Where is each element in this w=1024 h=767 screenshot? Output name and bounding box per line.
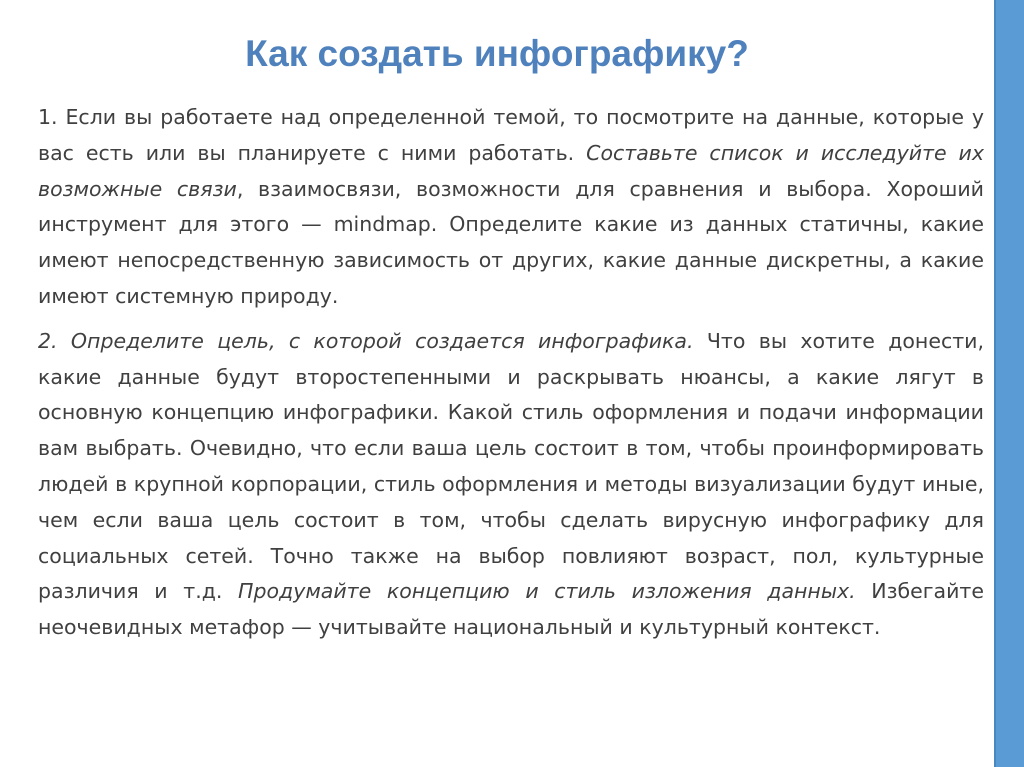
paragraph-1-emphasis: Составьте список и исследуйте их возможные связи [38, 140, 984, 201]
accent-side-bar [994, 0, 1024, 767]
paragraph-1-text-a: 1. Если вы работаете над определенной темой, то посмотрите на данные, которые у вас есть или вы планируете с ними работать. [38, 105, 984, 165]
paragraph-2-emphasis-lead: 2. Определите цель, с которой создается инфографика. [38, 328, 694, 353]
slide-title: Как создать инфографику? [245, 33, 749, 74]
paragraph-1 [38, 100, 984, 315]
paragraph-2-text-a: Что вы хотите донести, какие данные будут второстепенными и раскрывать нюансы, а какие лягут в основную концепцию инфографики. Какой стиль оформления и подачи информации вам выбрать. Очевидно, что если ваша цель состоит в том, чтобы проинформировать людей в крупной корпорации, стиль оформления и методы визуализации будут иные, чем если ваша цель состоит в том, чтобы сделать вирусную инфографику для социальных сетей. Точно также на выбор повлияют возраст, пол, культурные различия и т.д. [38, 328, 984, 604]
paragraph-2-text-b: Избегайте неочевидных метафор — учитывайте национальный и культурный контекст. [38, 579, 984, 640]
paragraph-1-text-b: , взаимосвязи, возможности для сравнения и выбора. Хороший инструмент для этого — mindmap. Определите какие из данных статичны, какие имеют непосредственную зависимость от других, какие данные дискретны, а какие имеют системную природу. [38, 176, 984, 308]
slide-body [38, 100, 984, 646]
paragraph-2-emphasis: Продумайте концепцию и стиль изложения данных. [238, 579, 856, 604]
paragraph-2 [38, 324, 984, 646]
